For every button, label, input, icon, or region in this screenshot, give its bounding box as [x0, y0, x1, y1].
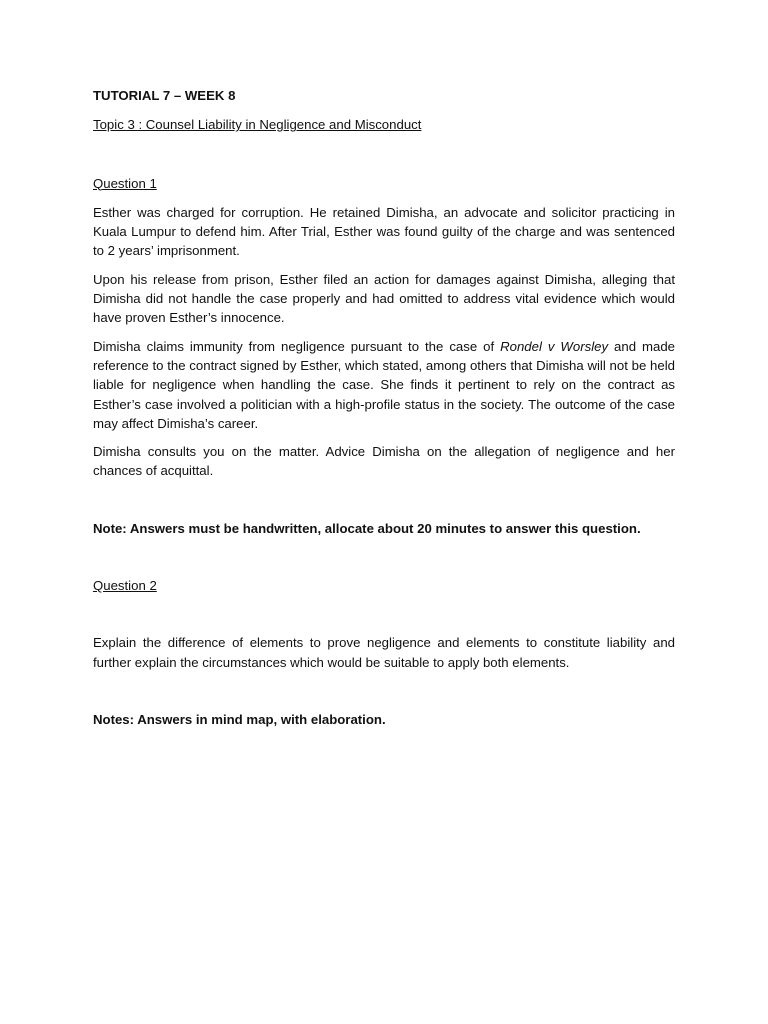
paragraph-3-rest: and made reference to the contract signed by Esther, which stated, among others that Dimisha will not be held liable for negligence when handling the case. She finds it pertinent to rely on the contract as Esther’s case involved a politician with a high-profile status in the society. The outcome of the case may affect Dimisha’s career. [93, 338, 675, 431]
question-2-heading: Question 2 [93, 578, 157, 594]
case-citation: Rondel v Worsley [500, 338, 609, 354]
document-page [93, 86, 675, 729]
question-2-paragraph-1: Explain the difference of elements to prove negligence and elements to constitute liability and further explain the circumstances which would be suitable to apply both elements. [93, 635, 675, 670]
question-2-note: Notes: Answers in mind map, with elaboration. [93, 711, 386, 727]
question-1-heading: Question 1 [93, 175, 157, 191]
question-1-paragraph-4: Dimisha consults you on the matter. Advice Dimisha on the allegation of negligence and her chances of acquittal. [93, 444, 675, 479]
question-1-note: Note: Answers must be handwritten, allocate about 20 minutes to answer this question. [93, 520, 641, 536]
question-1-paragraph-2: Upon his release from prison, Esther filed an action for damages against Dimisha, alleging that Dimisha did not handle the case properly and had omitted to address vital evidence which would have proven Esther’s innocence. [93, 271, 675, 326]
tutorial-title: TUTORIAL 7 – WEEK 8 [93, 88, 236, 103]
topic-heading: Topic 3 : Counsel Liability in Negligence and Misconduct [93, 117, 422, 133]
question-1-paragraph-1: Esther was charged for corruption. He retained Dimisha, an advocate and solicitor practicing in Kuala Lumpur to defend him. After Trial, Esther was found guilty of the charge and was sentenced to 2 years’ imprisonment. [93, 204, 675, 259]
paragraph-3-intro: Dimisha claims immunity from negligence pursuant to the case of [93, 338, 501, 354]
question-1-paragraph-3 [93, 337, 675, 433]
